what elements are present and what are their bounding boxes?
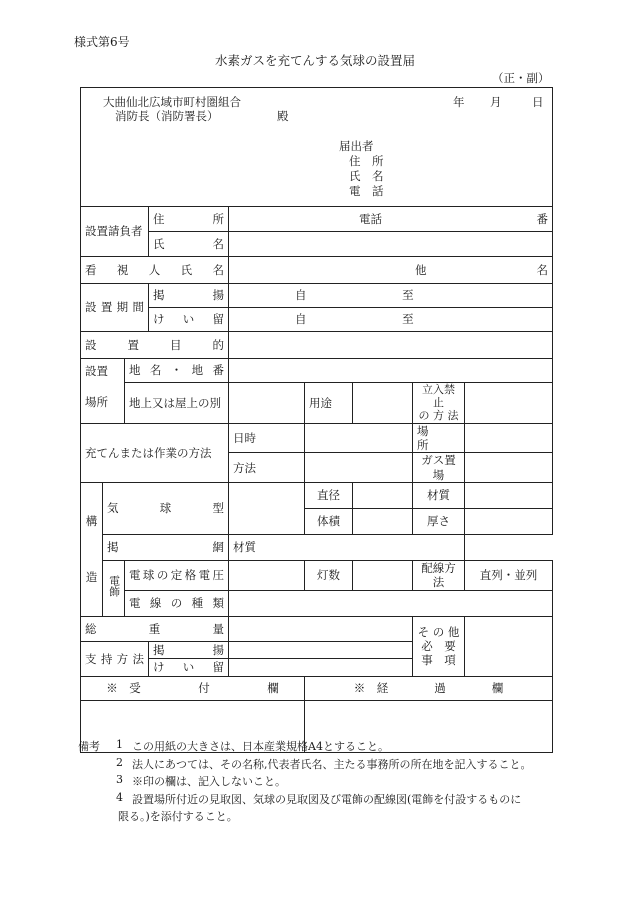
thickness-label: 厚さ (413, 509, 465, 535)
addressee-org: 大曲仙北広域市町村圏組合 (103, 95, 241, 109)
period-label: 設置期間 (81, 284, 149, 332)
period-moor-field[interactable] (229, 308, 553, 332)
restrict-label: 立入禁止 の 方 法 (413, 383, 465, 424)
series-parallel-option[interactable]: 直列・並列 (465, 561, 553, 591)
balloon-type-label: 気 球 型 (103, 483, 229, 535)
wiring-method-label: 配線方法 (413, 561, 465, 591)
addressee-title: 消防長（消防署長） (115, 109, 219, 123)
installer-phone-label: 電話 (359, 211, 382, 226)
diameter-field[interactable] (353, 483, 413, 509)
installer-name-label: 氏 名 (149, 232, 229, 257)
thickness-field[interactable] (465, 509, 553, 535)
watcher-count-label: 名 (536, 262, 549, 277)
other-matters-label: そ の 他 必 要 事 項 (413, 616, 465, 676)
purpose-label: 設置目的 (81, 332, 229, 359)
filer-name-label: 氏 名 (349, 169, 384, 183)
period-moor-to: 至 (402, 312, 414, 327)
place-label-top: 設置 (81, 359, 125, 383)
lamp-count-label: 灯数 (305, 561, 353, 591)
fill-method-label: 充てんまたは作業の方法 (81, 423, 229, 483)
support-sub-labels (149, 641, 229, 676)
decoration-label: 電飾 (103, 561, 125, 617)
period-raise-label: 掲 揚 (149, 284, 229, 308)
note-text: 設置場所付近の見取図、気球の見取図及び電飾の配線図(電飾を付設するものに (132, 792, 522, 806)
date-day: 日 (532, 95, 544, 109)
date-month: 月 (490, 95, 502, 109)
fill-place-field[interactable] (465, 423, 553, 453)
period-raise-from: 自 (295, 288, 307, 303)
note-number: 3 (116, 773, 123, 786)
filer-phone-label: 電 話 (349, 184, 384, 198)
filer-address-label: 住 所 (349, 154, 384, 168)
installer-name-field[interactable] (229, 232, 553, 257)
copy-note: （正・副） (492, 71, 550, 85)
volume-label: 体積 (305, 509, 353, 535)
support-moor-label: けい留 (153, 660, 224, 675)
note-number: 4 (116, 790, 123, 804)
form-title: 水素ガスを充てんする気球の設置届 (214, 53, 415, 68)
other-matters-field[interactable] (465, 616, 553, 676)
rope-label: 掲 網 (103, 535, 229, 561)
diameter-label: 直径 (305, 483, 353, 509)
total-weight-field[interactable] (229, 616, 413, 641)
note-text: 法人にあつては、その名称,代表者氏名、主たる事務所の所在地を記入すること。 (132, 757, 532, 771)
usage-field[interactable] (353, 383, 413, 424)
support-method-label: 支持方法 (81, 641, 149, 676)
bulb-voltage-field[interactable] (229, 561, 305, 591)
notification-form (80, 87, 553, 753)
wire-type-label: 電線の種類 (125, 590, 229, 616)
watcher-label: 看視人氏名 (81, 257, 229, 284)
note-continuation: 限る。)を添付すること。 (118, 810, 238, 823)
wire-type-field[interactable] (229, 590, 553, 616)
rope-material-label: 材質 (233, 540, 256, 555)
purpose-field[interactable] (229, 332, 553, 359)
total-weight-label: 総 重 量 (81, 616, 229, 641)
form-number: 様式第6号 (74, 35, 130, 49)
fill-place-label: 場 所 (413, 423, 465, 453)
method-label: 方法 (229, 453, 305, 483)
watcher-field[interactable] (229, 257, 553, 284)
period-moor-label: けい留 (149, 308, 229, 332)
lot-label: 地名・地番 (125, 359, 229, 383)
support-raise-label: 掲 揚 (149, 642, 228, 659)
note-text: ※印の欄は、記入しないこと。 (132, 775, 286, 788)
installer-address-field[interactable] (229, 207, 553, 232)
watcher-others-label: 他 (415, 262, 427, 277)
support-fields[interactable] (229, 641, 413, 676)
restrict-field[interactable] (465, 383, 553, 424)
honorific: 殿 (277, 109, 289, 123)
structure-label: 構 造 (81, 483, 103, 617)
gas-storage-label: ガス置場 (413, 453, 465, 483)
lot-field[interactable] (229, 359, 553, 383)
reception-label: ※ 受 付 欄 (81, 676, 305, 700)
material-field[interactable] (465, 483, 553, 509)
period-raise-field[interactable] (229, 284, 553, 308)
note-text: この用紙の大きさは、日本産業規格A4とすること。 (132, 740, 389, 753)
datetime-field[interactable] (305, 423, 413, 453)
header-block (81, 88, 553, 207)
place-label-bottom: 場所 (81, 383, 125, 424)
lamp-count-field[interactable] (353, 561, 413, 591)
period-moor-from: 自 (295, 312, 307, 327)
rope-material-cell[interactable] (229, 535, 465, 561)
installer-number-label: 番 (536, 211, 549, 226)
balloon-type-field[interactable] (229, 483, 305, 535)
date-year: 年 (453, 95, 465, 109)
progress-label: ※ 経 過 欄 (305, 676, 553, 700)
ground-roof-field[interactable] (229, 383, 305, 424)
installer-label: 設置請負者 (81, 207, 149, 257)
notes-label: 備考 (78, 740, 100, 753)
installer-address-label: 住 所 (149, 207, 229, 232)
note-number: 1 (116, 738, 123, 751)
bulb-voltage-label: 電球の定格電圧 (125, 561, 229, 591)
ground-roof-label: 地上又は屋上の別 (125, 383, 229, 424)
volume-field[interactable] (353, 509, 413, 535)
gas-storage-field[interactable] (465, 453, 553, 483)
notes-section (78, 738, 578, 826)
note-number: 2 (116, 755, 123, 769)
filer-label: 届出者 (339, 139, 374, 153)
datetime-label: 日時 (229, 423, 305, 453)
material-label: 材質 (413, 483, 465, 509)
method-field[interactable] (305, 453, 413, 483)
period-raise-to: 至 (402, 288, 414, 303)
usage-label: 用途 (305, 383, 353, 424)
